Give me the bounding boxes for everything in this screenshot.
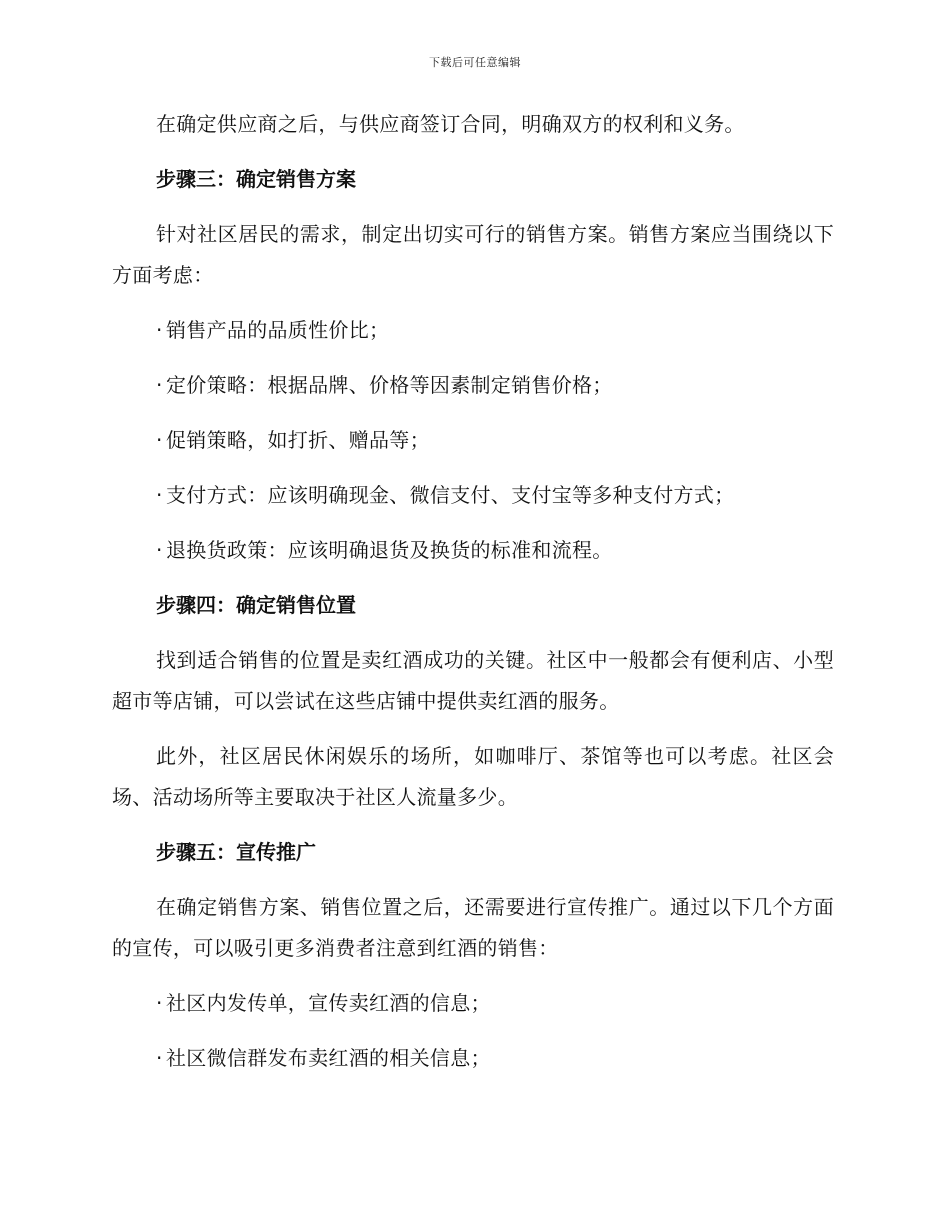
document-body	[112, 104, 834, 1093]
bullet-icon: ·	[156, 373, 163, 397]
list-item	[112, 420, 834, 461]
promotion-list	[112, 983, 834, 1079]
list-item	[112, 530, 834, 571]
bullet-icon: ·	[156, 538, 163, 562]
list-item-text: 社区微信群发布卖红酒的相关信息；	[166, 1046, 491, 1070]
bullet-icon: ·	[156, 428, 163, 452]
list-item	[112, 1038, 834, 1079]
paragraph-promotion: 在确定销售方案、销售位置之后，还需要进行宣传推广。通过以下几个方面的宣传，可以吸引更多消费者注意到红酒的销售：	[112, 895, 834, 960]
paragraph-contract: 在确定供应商之后，与供应商签订合同，明确双方的权利和义务。	[156, 112, 745, 136]
list-item-text: 社区内发传单，宣传卖红酒的信息；	[166, 991, 491, 1015]
heading-step-five: 步骤五：宣传推广	[156, 840, 316, 864]
list-item	[112, 365, 834, 406]
paragraph-sales-plan: 针对社区居民的需求，制定出切实可行的销售方案。销售方案应当围绕以下方面考虑：	[112, 222, 834, 287]
bullet-icon: ·	[156, 483, 163, 507]
list-item-text: 促销策略，如打折、赠品等；	[166, 428, 430, 452]
list-item	[112, 310, 834, 351]
list-item-text: 定价策略：根据品牌、价格等因素制定销售价格；	[166, 373, 613, 397]
bullet-icon: ·	[156, 318, 163, 342]
bullet-icon: ·	[156, 991, 163, 1015]
bullet-icon: ·	[156, 1046, 163, 1070]
heading-step-four: 步骤四：确定销售位置	[156, 593, 356, 617]
paragraph-location: 找到适合销售的位置是卖红酒成功的关键。社区中一般都会有便利店、小型超市等店铺，可以尝试在这些店铺中提供卖红酒的服务。	[112, 648, 834, 713]
list-item	[112, 983, 834, 1024]
list-item	[112, 475, 834, 516]
list-item-text: 支付方式：应该明确现金、微信支付、支付宝等多种支付方式；	[166, 483, 735, 507]
paragraph-venues: 此外，社区居民休闲娱乐的场所，如咖啡厅、茶馆等也可以考虑。社区会场、活动场所等主要取决于社区人流量多少。	[112, 744, 834, 809]
page-header: 下载后可任意编辑	[429, 56, 521, 69]
list-item-text: 退换货政策：应该明确退货及换货的标准和流程。	[166, 538, 613, 562]
heading-step-three: 步骤三：确定销售方案	[156, 167, 356, 191]
list-item-text: 销售产品的品质性价比；	[166, 318, 390, 342]
sales-plan-list	[112, 310, 834, 571]
